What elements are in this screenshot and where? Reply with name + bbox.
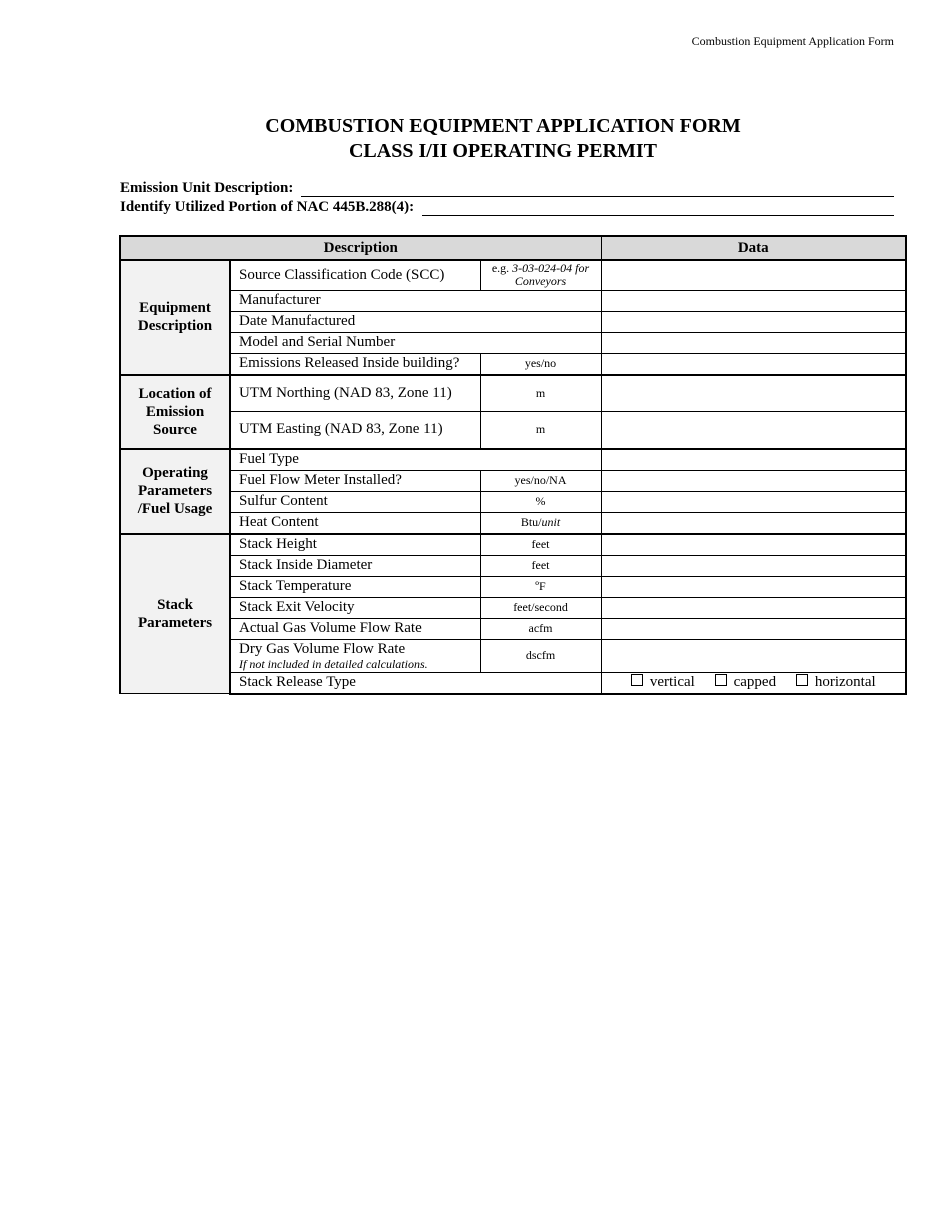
emission-unit-input[interactable] [301, 182, 894, 197]
emissions-inside-data-cell[interactable] [601, 353, 906, 375]
release-option-horizontal[interactable] [796, 674, 876, 691]
release-type-label: Stack Release Type [230, 672, 601, 694]
checkbox-icon[interactable] [715, 674, 727, 686]
model-serial-label: Model and Serial Number [230, 332, 601, 353]
dry-flow-label: Dry Gas Volume Flow Rate [239, 641, 406, 657]
title-line-2: CLASS I/II OPERATING PERMIT [348, 140, 658, 162]
scc-unit [480, 260, 601, 290]
emissions-inside-unit: yes/no [480, 353, 601, 375]
fuel-flow-meter-unit: yes/no/NA [480, 470, 601, 491]
utm-northing-data-cell[interactable] [601, 375, 906, 412]
emission-unit-label: Emission Unit Description: [120, 180, 294, 196]
fuel-type-data-cell[interactable] [601, 449, 906, 471]
group-operating-parameters: Operating Parameters /Fuel Usage [120, 449, 230, 534]
heat-content-unit-italic: unit [541, 515, 561, 529]
checkbox-icon[interactable] [631, 674, 643, 686]
stack-height-unit: feet [480, 534, 601, 556]
stack-temperature-data-cell[interactable] [601, 576, 906, 597]
utm-northing-label: UTM Northing (NAD 83, Zone 11) [230, 375, 480, 412]
equipment-table [119, 235, 907, 695]
stack-diameter-label: Stack Inside Diameter [230, 555, 480, 576]
nac-portion-input[interactable] [422, 201, 894, 216]
stack-velocity-unit: feet/second [480, 597, 601, 618]
stack-temperature-unit: ºF [480, 576, 601, 597]
actual-flow-data-cell[interactable] [601, 618, 906, 639]
dry-flow-label-cell [230, 639, 480, 672]
stack-temperature-label: Stack Temperature [230, 576, 480, 597]
fuel-flow-meter-label: Fuel Flow Meter Installed? [230, 470, 480, 491]
release-type-options [601, 672, 906, 694]
stack-height-label: Stack Height [230, 534, 480, 556]
release-option-horizontal-label: horizontal [814, 674, 876, 690]
description-header: Description [120, 236, 601, 260]
page-title [0, 114, 950, 164]
heat-content-unit [480, 512, 601, 534]
model-serial-data-cell[interactable] [601, 332, 906, 353]
heat-content-data-cell[interactable] [601, 512, 906, 534]
release-option-capped-label: capped [733, 674, 777, 690]
scc-unit-prefix: e.g. [491, 261, 513, 276]
utm-northing-unit: m [480, 375, 601, 412]
actual-flow-unit: acfm [480, 618, 601, 639]
utm-easting-data-cell[interactable] [601, 412, 906, 449]
title-line-1: COMBUSTION EQUIPMENT APPLICATION FORM [265, 115, 741, 137]
stack-velocity-data-cell[interactable] [601, 597, 906, 618]
data-header: Data [601, 236, 906, 260]
scc-label: Source Classification Code (SCC) [230, 260, 480, 290]
sulfur-content-data-cell[interactable] [601, 491, 906, 512]
dry-flow-note: If not included in detailed calculations. [239, 657, 428, 671]
fuel-flow-meter-data-cell[interactable] [601, 470, 906, 491]
nac-portion-field[interactable] [120, 199, 894, 216]
stack-velocity-label: Stack Exit Velocity [230, 597, 480, 618]
date-manufactured-label: Date Manufactured [230, 311, 601, 332]
scc-data-cell[interactable] [601, 260, 906, 290]
sulfur-content-label: Sulfur Content [230, 491, 480, 512]
stack-diameter-unit: feet [480, 555, 601, 576]
checkbox-icon[interactable] [796, 674, 808, 686]
heat-content-unit-prefix: Btu/ [520, 515, 542, 529]
manufacturer-label: Manufacturer [230, 290, 601, 311]
group-location-of-emission-source: Location of Emission Source [120, 375, 230, 449]
actual-flow-label: Actual Gas Volume Flow Rate [230, 618, 480, 639]
release-option-vertical[interactable] [631, 674, 695, 691]
emission-unit-field[interactable] [120, 180, 894, 197]
manufacturer-data-cell[interactable] [601, 290, 906, 311]
dry-flow-data-cell[interactable] [601, 639, 906, 672]
utm-easting-unit: m [480, 412, 601, 449]
dry-flow-unit: dscfm [480, 639, 601, 672]
running-header: Combustion Equipment Application Form [691, 34, 894, 48]
group-stack-parameters: Stack Parameters [120, 534, 230, 694]
sulfur-content-unit: % [480, 491, 601, 512]
emissions-inside-label: Emissions Released Inside building? [230, 353, 480, 375]
release-option-vertical-label: vertical [649, 674, 695, 690]
scc-unit-example: 3-03-024-04 for Conveyors [512, 261, 590, 289]
fuel-type-label: Fuel Type [230, 449, 601, 471]
nac-portion-label: Identify Utilized Portion of NAC 445B.288(4): [120, 199, 415, 215]
group-equipment-description: Equipment Description [120, 260, 230, 375]
utm-easting-label: UTM Easting (NAD 83, Zone 11) [230, 412, 480, 449]
release-option-capped[interactable] [715, 674, 776, 691]
heat-content-label: Heat Content [230, 512, 480, 534]
stack-diameter-data-cell[interactable] [601, 555, 906, 576]
stack-height-data-cell[interactable] [601, 534, 906, 556]
date-manufactured-data-cell[interactable] [601, 311, 906, 332]
